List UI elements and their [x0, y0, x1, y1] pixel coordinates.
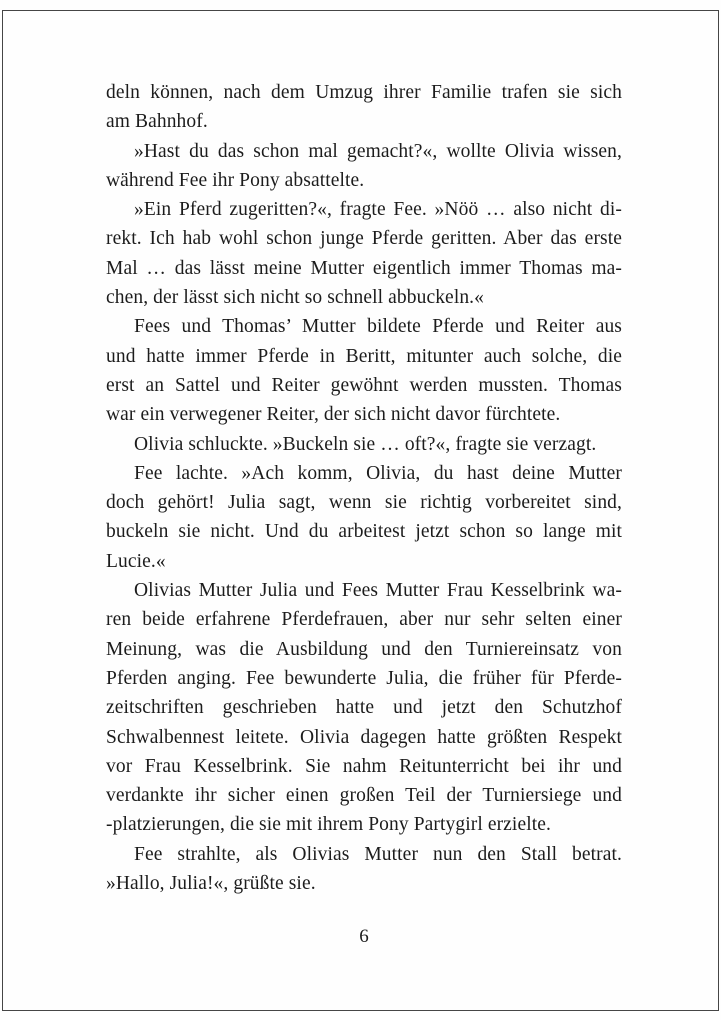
- page-text: [106, 78, 622, 898]
- text-line: zeitschriften geschrieben hatte und jetzt den Schutzhof: [106, 697, 622, 719]
- text-line: Schwalbennest leitete. Olivia dagegen hatte größten Respekt: [106, 726, 622, 748]
- text-line: Lucie.«: [106, 550, 166, 572]
- text-line: erst an Sattel und Reiter gewöhnt werden mussten. Thomas: [106, 374, 622, 396]
- text-line: ren beide erfahrene Pferdefrauen, aber nur sehr selten einer: [106, 609, 622, 631]
- text-line: am Bahnhof.: [106, 111, 208, 133]
- text-line: »Ein Pferd zugeritten?«, fragte Fee. »Nöö … also nicht di-: [134, 199, 622, 221]
- page-number: 6: [359, 926, 369, 947]
- text-line: verdankte ihr sicher einen großen Teil der Turniersiege und: [106, 785, 622, 807]
- text-line: buckeln sie nicht. Und du arbeitest jetzt schon so lange mit: [106, 521, 622, 543]
- text-line: Meinung, was die Ausbildung und den Turniereinsatz von: [106, 638, 622, 660]
- text-line: »Hast du das schon mal gemacht?«, wollte Olivia wissen,: [134, 140, 622, 162]
- text-line: vor Frau Kesselbrink. Sie nahm Reitunterricht bei ihr und: [106, 755, 622, 777]
- text-line: Olivia schluckte. »Buckeln sie … oft?«, fragte sie verzagt.: [134, 433, 597, 455]
- text-line: Fee lachte. »Ach komm, Olivia, du hast deine Mutter: [134, 462, 622, 484]
- text-line: war ein verwegener Reiter, der sich nicht davor fürchtete.: [106, 404, 561, 426]
- text-line: Fees und Thomas’ Mutter bildete Pferde und Reiter aus: [134, 316, 622, 338]
- text-line: Fee strahlte, als Olivias Mutter nun den Stall betrat.: [134, 843, 622, 865]
- text-line: Pferden anging. Fee bewunderte Julia, die früher für Pferde-: [106, 667, 622, 689]
- text-line: Olivias Mutter Julia und Fees Mutter Frau Kesselbrink wa-: [134, 580, 622, 602]
- text-line: während Fee ihr Pony absattelte.: [106, 169, 365, 191]
- text-line: und hatte immer Pferde in Beritt, mitunter auch solche, die: [106, 345, 622, 367]
- text-line: »Hallo, Julia!«, grüßte sie.: [106, 873, 316, 895]
- text-line: -platzierungen, die sie mit ihrem Pony Partygirl erzielte.: [106, 814, 551, 836]
- text-line: deln können, nach dem Umzug ihrer Familie trafen sie sich: [106, 82, 622, 103]
- text-line: doch gehört! Julia sagt, wenn sie richtig vorbereitet sind,: [106, 492, 622, 514]
- text-line: Mal … das lässt meine Mutter eigentlich immer Thomas ma-: [106, 257, 622, 279]
- text-line: chen, der lässt sich nicht so schnell abbuckeln.«: [106, 287, 485, 309]
- text-line: rekt. Ich hab wohl schon junge Pferde geritten. Aber das erste: [106, 228, 622, 250]
